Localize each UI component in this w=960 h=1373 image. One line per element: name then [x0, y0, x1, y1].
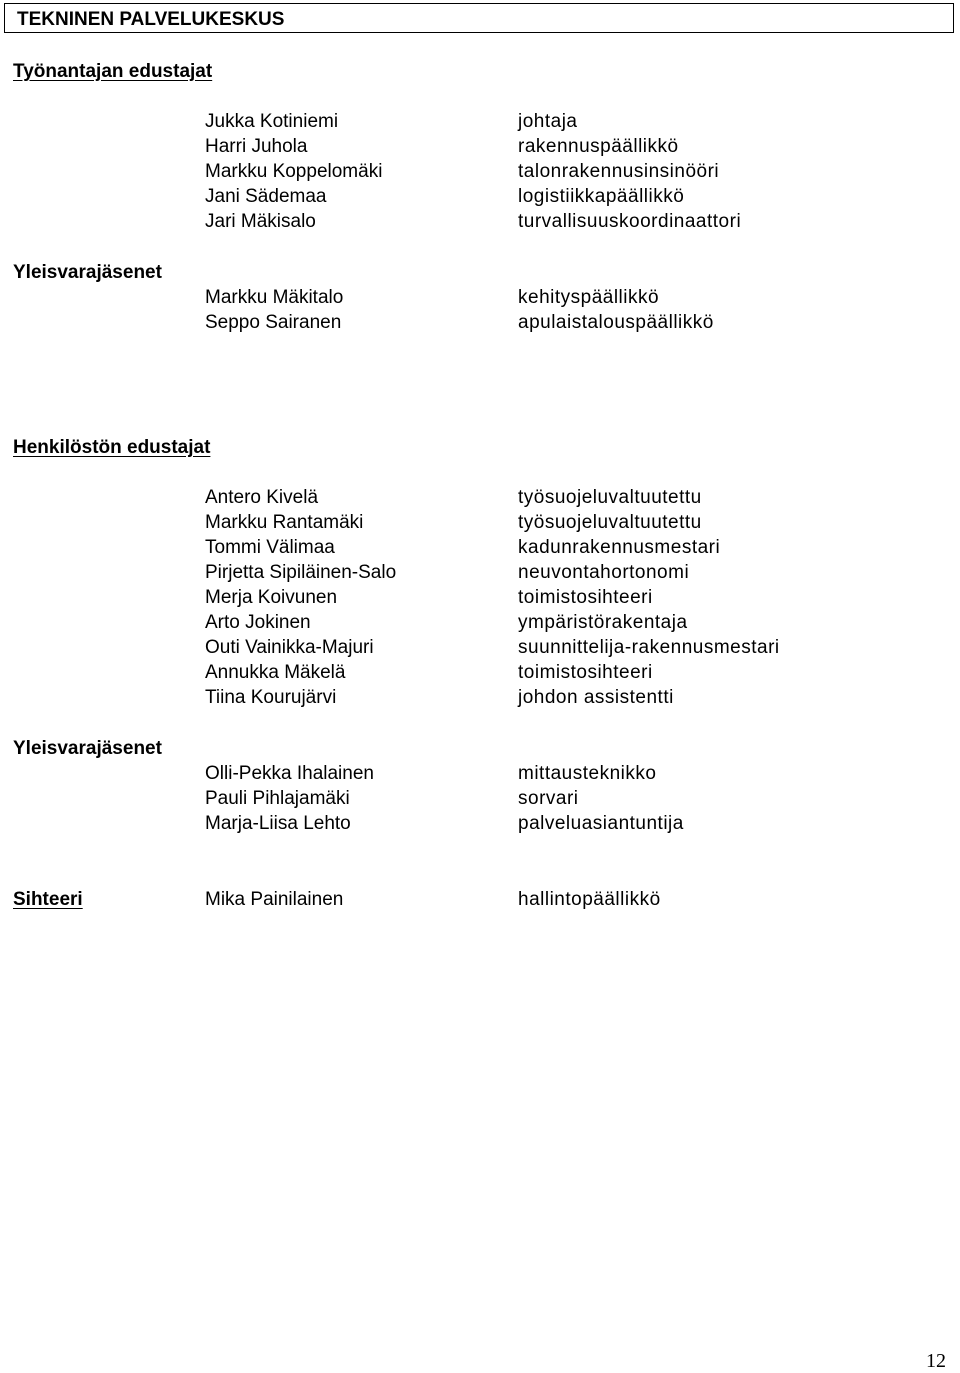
deputy-name: Olli-Pekka Ihalainen [205, 763, 374, 784]
secretary-title: hallintopäällikkö [518, 889, 661, 910]
member-title: suunnittelija-rakennusmestari [518, 637, 780, 658]
employer-heading: Työnantajan edustajat [13, 61, 213, 82]
member-title: turvallisuuskoordinaattori [518, 211, 742, 232]
staff-member-row [0, 512, 960, 537]
member-title: ympäristörakentaja [518, 612, 688, 633]
member-name: Markku Rantamäki [205, 512, 364, 533]
member-name: Merja Koivunen [205, 587, 338, 608]
member-title: johdon assistentti [518, 687, 674, 708]
page-title-box [4, 3, 954, 33]
staff-member-row [0, 612, 960, 637]
staff-deputy-row [0, 763, 960, 788]
member-title: kadunrakennusmestari [518, 537, 721, 558]
member-name: Jukka Kotiniemi [205, 111, 339, 132]
staff-deputies-label: Yleisvarajäsenet [13, 738, 162, 759]
employer-deputy-row [0, 287, 960, 312]
deputy-name: Seppo Sairanen [205, 312, 342, 333]
staff-member-row [0, 662, 960, 687]
staff-deputy-row [0, 813, 960, 838]
member-title: rakennuspäällikkö [518, 136, 679, 157]
staff-member-row [0, 537, 960, 562]
member-title: logistiikkapäällikkö [518, 186, 685, 207]
secretary-label: Sihteeri [13, 889, 83, 910]
staff-heading: Henkilöstön edustajat [13, 437, 211, 458]
deputy-name: Markku Mäkitalo [205, 287, 344, 308]
member-name: Markku Koppelomäki [205, 161, 383, 182]
page-title: TEKNINEN PALVELUKESKUS [17, 9, 285, 30]
member-title: neuvontahortonomi [518, 562, 690, 583]
employer-deputy-row [0, 312, 960, 337]
page-number: 12 [926, 1350, 946, 1372]
member-name: Tommi Välimaa [205, 537, 335, 558]
member-title: työsuojeluvaltuutettu [518, 487, 702, 508]
member-title: talonrakennusinsinööri [518, 161, 720, 182]
deputy-title: sorvari [518, 788, 579, 809]
secretary-name: Mika Painilainen [205, 889, 344, 910]
staff-member-row [0, 637, 960, 662]
employer-member-row [0, 211, 960, 236]
employer-member-row [0, 136, 960, 161]
staff-member-row [0, 487, 960, 512]
member-name: Jari Mäkisalo [205, 211, 316, 232]
employer-member-row [0, 161, 960, 186]
member-title: toimistosihteeri [518, 662, 653, 683]
deputy-title: apulaistalouspäällikkö [518, 312, 714, 333]
staff-deputy-row [0, 788, 960, 813]
member-name: Annukka Mäkelä [205, 662, 346, 683]
staff-member-row [0, 562, 960, 587]
member-title: työsuojeluvaltuutettu [518, 512, 702, 533]
employer-member-row [0, 111, 960, 136]
employer-deputies-label: Yleisvarajäsenet [13, 262, 162, 283]
deputy-title: palveluasiantuntija [518, 813, 684, 834]
member-name: Tiina Kourujärvi [205, 687, 337, 708]
member-name: Pirjetta Sipiläinen-Salo [205, 562, 397, 583]
member-title: johtaja [518, 111, 578, 132]
deputy-title: mittausteknikko [518, 763, 657, 784]
member-name: Antero Kivelä [205, 487, 319, 508]
employer-member-row [0, 186, 960, 211]
member-name: Outi Vainikka-Majuri [205, 637, 374, 658]
member-name: Jani Sädemaa [205, 186, 327, 207]
deputy-name: Pauli Pihlajamäki [205, 788, 350, 809]
deputy-name: Marja-Liisa Lehto [205, 813, 351, 834]
member-name: Arto Jokinen [205, 612, 311, 633]
staff-member-row [0, 587, 960, 612]
member-name: Harri Juhola [205, 136, 308, 157]
member-title: toimistosihteeri [518, 587, 653, 608]
staff-member-row [0, 687, 960, 712]
deputy-title: kehityspäällikkö [518, 287, 660, 308]
